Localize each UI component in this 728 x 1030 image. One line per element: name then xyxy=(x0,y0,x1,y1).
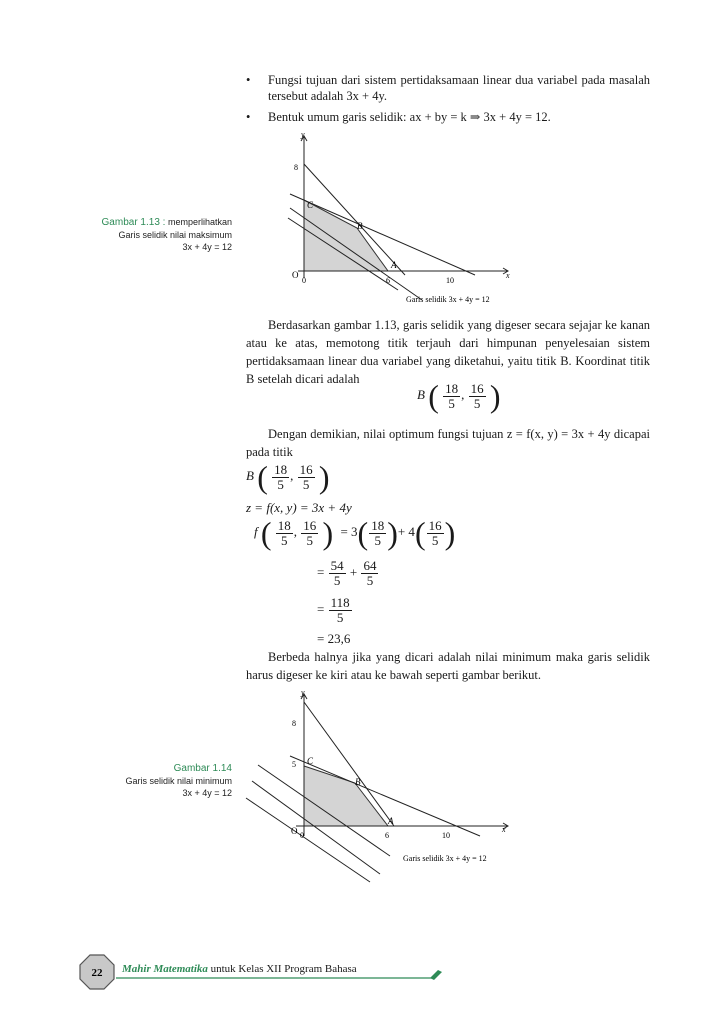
tick-label: 10 xyxy=(442,831,450,840)
axis-label-x: x xyxy=(506,271,510,280)
tick-label: 0 xyxy=(302,276,306,285)
point-label-b: B xyxy=(357,221,363,231)
bullet-mark: • xyxy=(246,110,251,124)
point-label-c: C xyxy=(307,200,314,210)
paragraph-maximum: Berdasarkan gambar 1.13, garis selidik yang digeser secara sejajar ke kanan atau ke atas, memotong titik terjauh dari himpunan penyelesaian sistem pertidaksamaan linear dua variabel yang diketahui, yaitu titik B. Koordinat titik B setelah dicari adalah xyxy=(246,318,650,386)
tick-label: 8 xyxy=(294,163,298,172)
caption-line: 3x + 4y = 12 xyxy=(182,788,232,798)
point-b-label: B xyxy=(417,386,425,402)
point-label-c: C xyxy=(307,756,314,766)
coordinate-b-result: B ( $\frac{18}{5}$ , $\frac{16}{5}$ ) xyxy=(417,378,501,414)
calc-result: = 23,6 xyxy=(317,631,351,646)
figure-label: Gambar 1.13 : xyxy=(101,217,166,228)
axis-label-x: x xyxy=(502,825,506,834)
tick-label: 5 xyxy=(292,760,296,769)
bullet-text: Fungsi tujuan dari sistem pertidaksamaan linear dua variabel pada masalah tersebut adalah 3x + 4y. xyxy=(268,73,650,103)
footer-book-title: Mahir Matematika untuk Kelas XII Program Bahasa xyxy=(122,963,357,975)
pen-icon xyxy=(430,970,442,980)
caption-text: memperlihatkan xyxy=(167,217,232,227)
figure-label: Gambar 1.14 xyxy=(173,763,232,774)
fraction-y: $\frac{16}{5}$ xyxy=(470,380,484,411)
axis-label-y: y xyxy=(301,130,305,139)
paragraph-minimum: Berbeda halnya jika yang dicari adalah nilai minimum maka garis selidik harus digeser ke kiri atau ke bawah seperti gambar berikut. xyxy=(246,650,650,682)
tick-label: 6 xyxy=(386,276,390,285)
point-label-a: A xyxy=(391,260,397,270)
calc-step-1: f ( $\frac{18}{5}$ , $\frac{16}{5}$ ) = 3( $\frac{18}{5}$ )+ 4( $\frac{16}{5}$ ) xyxy=(254,515,456,551)
page-number-badge xyxy=(79,954,115,990)
page-number: 22 xyxy=(91,967,103,979)
bullet-text: Bentuk umum garis selidik: ax + by = k ⇒ 3x + 4y = 12. xyxy=(268,110,551,124)
tick-label: 6 xyxy=(385,831,389,840)
fraction-x: $\frac{18}{5}$ xyxy=(445,380,459,411)
calc-step-2: = $\frac{54}{5}$ + $\frac{64}{5}$ xyxy=(317,558,377,588)
caption-line: Garis selidik nilai minimum xyxy=(125,776,232,786)
origin-label: O xyxy=(291,826,298,836)
bullet-mark: • xyxy=(246,73,251,87)
caption-line: 3x + 4y = 12 xyxy=(182,242,232,252)
footer-rule xyxy=(116,966,446,980)
paragraph-optimum: Dengan demikian, nilai optimum fungsi tujuan z = f(x, y) = 3x + 4y dicapai pada titik xyxy=(246,427,650,459)
fraction-x: $\frac{18}{5}$ xyxy=(274,461,288,492)
coordinate-b-optimum: B ( $\frac{18}{5}$ , $\frac{16}{5}$ ) xyxy=(246,459,330,495)
point-label-a: A xyxy=(388,816,394,826)
line-label: Garis selidik 3x + 4y = 12 xyxy=(403,854,487,863)
figure-1-14-caption xyxy=(60,762,232,799)
objective-function-line: z = f(x, y) = 3x + 4y xyxy=(246,500,352,515)
caption-line: Garis selidik nilai maksimum xyxy=(118,230,232,240)
bullet-objective xyxy=(246,72,650,104)
origin-label: O xyxy=(292,270,299,280)
figure-1-13-caption xyxy=(60,216,232,253)
line-label: Garis selidik 3x + 4y = 12 xyxy=(406,295,490,304)
bullet-general-form xyxy=(246,109,650,125)
axis-label-y: y xyxy=(301,688,305,697)
fraction-y: $\frac{16}{5}$ xyxy=(299,461,313,492)
calc-step-3: = $\frac{118}{5}$ xyxy=(317,595,350,625)
figure-1-14-graph xyxy=(230,686,520,886)
feasible-region xyxy=(304,766,388,826)
tick-label: 10 xyxy=(446,276,454,285)
point-label-b: B xyxy=(355,777,361,787)
tick-label: 8 xyxy=(292,719,296,728)
figure-1-13-graph xyxy=(270,128,530,310)
tick-label: 0 xyxy=(300,831,304,840)
